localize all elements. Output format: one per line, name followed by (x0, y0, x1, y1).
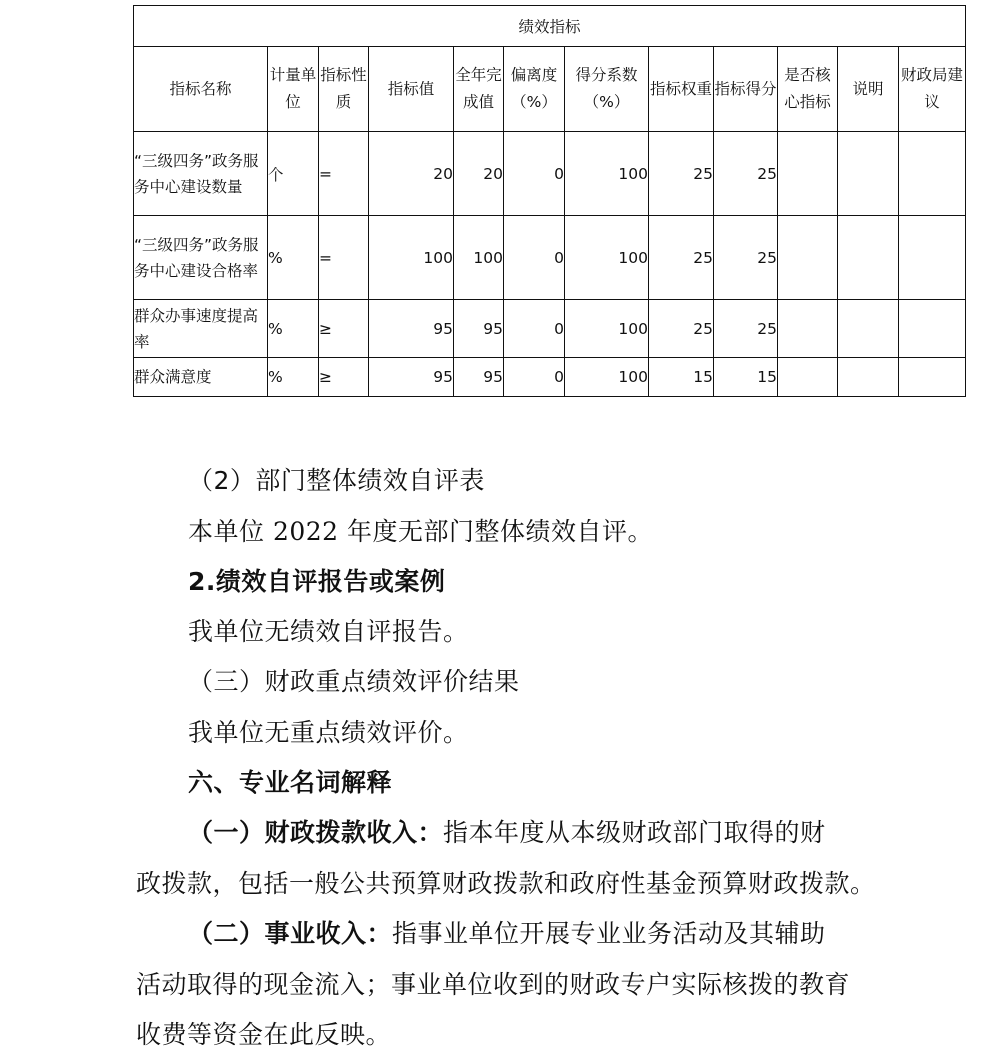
col-header-nature: 指标性质 (319, 47, 369, 132)
indicator-actual: 20 (454, 132, 504, 216)
indicator-unit: % (268, 358, 319, 397)
table-row (134, 300, 966, 358)
col-header-weight: 指标权重 (649, 47, 714, 132)
indicator-name: “三级四务”政务服务中心建设合格率 (134, 216, 268, 300)
section-heading: 六、专业名词解释 (188, 768, 393, 797)
indicator-nature: = (319, 132, 369, 216)
col-header-core: 是否核心指标 (778, 47, 838, 132)
indicator-advice (899, 216, 966, 300)
indicator-core (778, 358, 838, 397)
indicator-unit: % (268, 300, 319, 358)
col-header-note: 说明 (838, 47, 899, 132)
definition-text: 指事业单位开展专业业务活动及其辅助 (392, 919, 826, 948)
indicator-unit: % (268, 216, 319, 300)
indicator-core (778, 216, 838, 300)
indicator-nature: ≥ (319, 358, 369, 397)
subsection-heading: （2）部门整体绩效自评表 (188, 466, 485, 495)
indicator-weight: 15 (649, 358, 714, 397)
subsection-heading: （三）财政重点绩效评价结果 (188, 667, 520, 696)
indicator-coefficient: 100 (565, 132, 649, 216)
indicator-advice (899, 300, 966, 358)
indicator-name: 群众满意度 (134, 358, 268, 397)
table-row (134, 358, 966, 397)
indicator-core (778, 300, 838, 358)
indicator-weight: 25 (649, 300, 714, 358)
definition-term: （二）事业收入： (188, 919, 393, 948)
indicator-target: 100 (369, 216, 454, 300)
col-header-unit: 计量单位 (268, 47, 319, 132)
indicator-note (838, 132, 899, 216)
section-heading: 2.绩效自评报告或案例 (188, 567, 446, 596)
paragraph: 我单位无绩效自评报告。 (188, 617, 469, 646)
col-header-advice: 财政局建议 (899, 47, 966, 132)
col-header-score: 指标得分 (714, 47, 778, 132)
col-header-target: 指标值 (369, 47, 454, 132)
table-header-row (134, 47, 966, 132)
definition-paragraph (188, 818, 826, 848)
indicator-weight: 25 (649, 132, 714, 216)
indicator-advice (899, 358, 966, 397)
indicator-actual: 100 (454, 216, 504, 300)
indicator-name: 群众办事速度提高率 (134, 300, 268, 358)
definition-term: （一）财政拨款收入： (188, 818, 444, 847)
indicator-coefficient: 100 (565, 358, 649, 397)
indicator-nature: ≥ (319, 300, 369, 358)
indicator-score: 25 (714, 300, 778, 358)
indicator-note (838, 216, 899, 300)
indicator-score: 15 (714, 358, 778, 397)
col-header-coefficient: 得分系数（%） (565, 47, 649, 132)
paragraph-line: 政拨款，包括一般公共预算财政拨款和政府性基金预算财政拨款。 (136, 869, 876, 898)
paragraph: 我单位无重点绩效评价。 (188, 718, 469, 747)
paragraph-line: 收费等资金在此反映。 (136, 1020, 392, 1049)
col-header-deviation: 偏离度（%） (504, 47, 565, 132)
indicator-deviation: 0 (504, 216, 565, 300)
indicator-target: 95 (369, 300, 454, 358)
indicator-actual: 95 (454, 300, 504, 358)
indicator-coefficient: 100 (565, 216, 649, 300)
indicator-score: 25 (714, 132, 778, 216)
indicator-advice (899, 132, 966, 216)
col-header-actual: 全年完成值 (454, 47, 504, 132)
indicator-note (838, 300, 899, 358)
table-caption: 绩效指标 (134, 6, 966, 47)
indicator-core (778, 132, 838, 216)
indicator-target: 95 (369, 358, 454, 397)
indicator-weight: 25 (649, 216, 714, 300)
indicator-deviation: 0 (504, 358, 565, 397)
performance-indicator-table (133, 5, 966, 397)
indicator-deviation: 0 (504, 132, 565, 216)
table-row (134, 216, 966, 300)
indicator-deviation: 0 (504, 300, 565, 358)
indicator-coefficient: 100 (565, 300, 649, 358)
definition-text: 指本年度从本级财政部门取得的财 (443, 818, 826, 847)
indicator-note (838, 358, 899, 397)
paragraph-line: 活动取得的现金流入；事业单位收到的财政专户实际核拨的教育 (136, 970, 851, 999)
indicator-unit: 个 (268, 132, 319, 216)
indicator-nature: = (319, 216, 369, 300)
col-header-name: 指标名称 (134, 47, 268, 132)
table-row (134, 132, 966, 216)
definition-paragraph (188, 919, 826, 949)
indicator-name: “三级四务”政务服务中心建设数量 (134, 132, 268, 216)
paragraph: 本单位 2022 年度无部门整体绩效自评。 (188, 517, 654, 546)
indicator-target: 20 (369, 132, 454, 216)
indicator-actual: 95 (454, 358, 504, 397)
indicator-score: 25 (714, 216, 778, 300)
